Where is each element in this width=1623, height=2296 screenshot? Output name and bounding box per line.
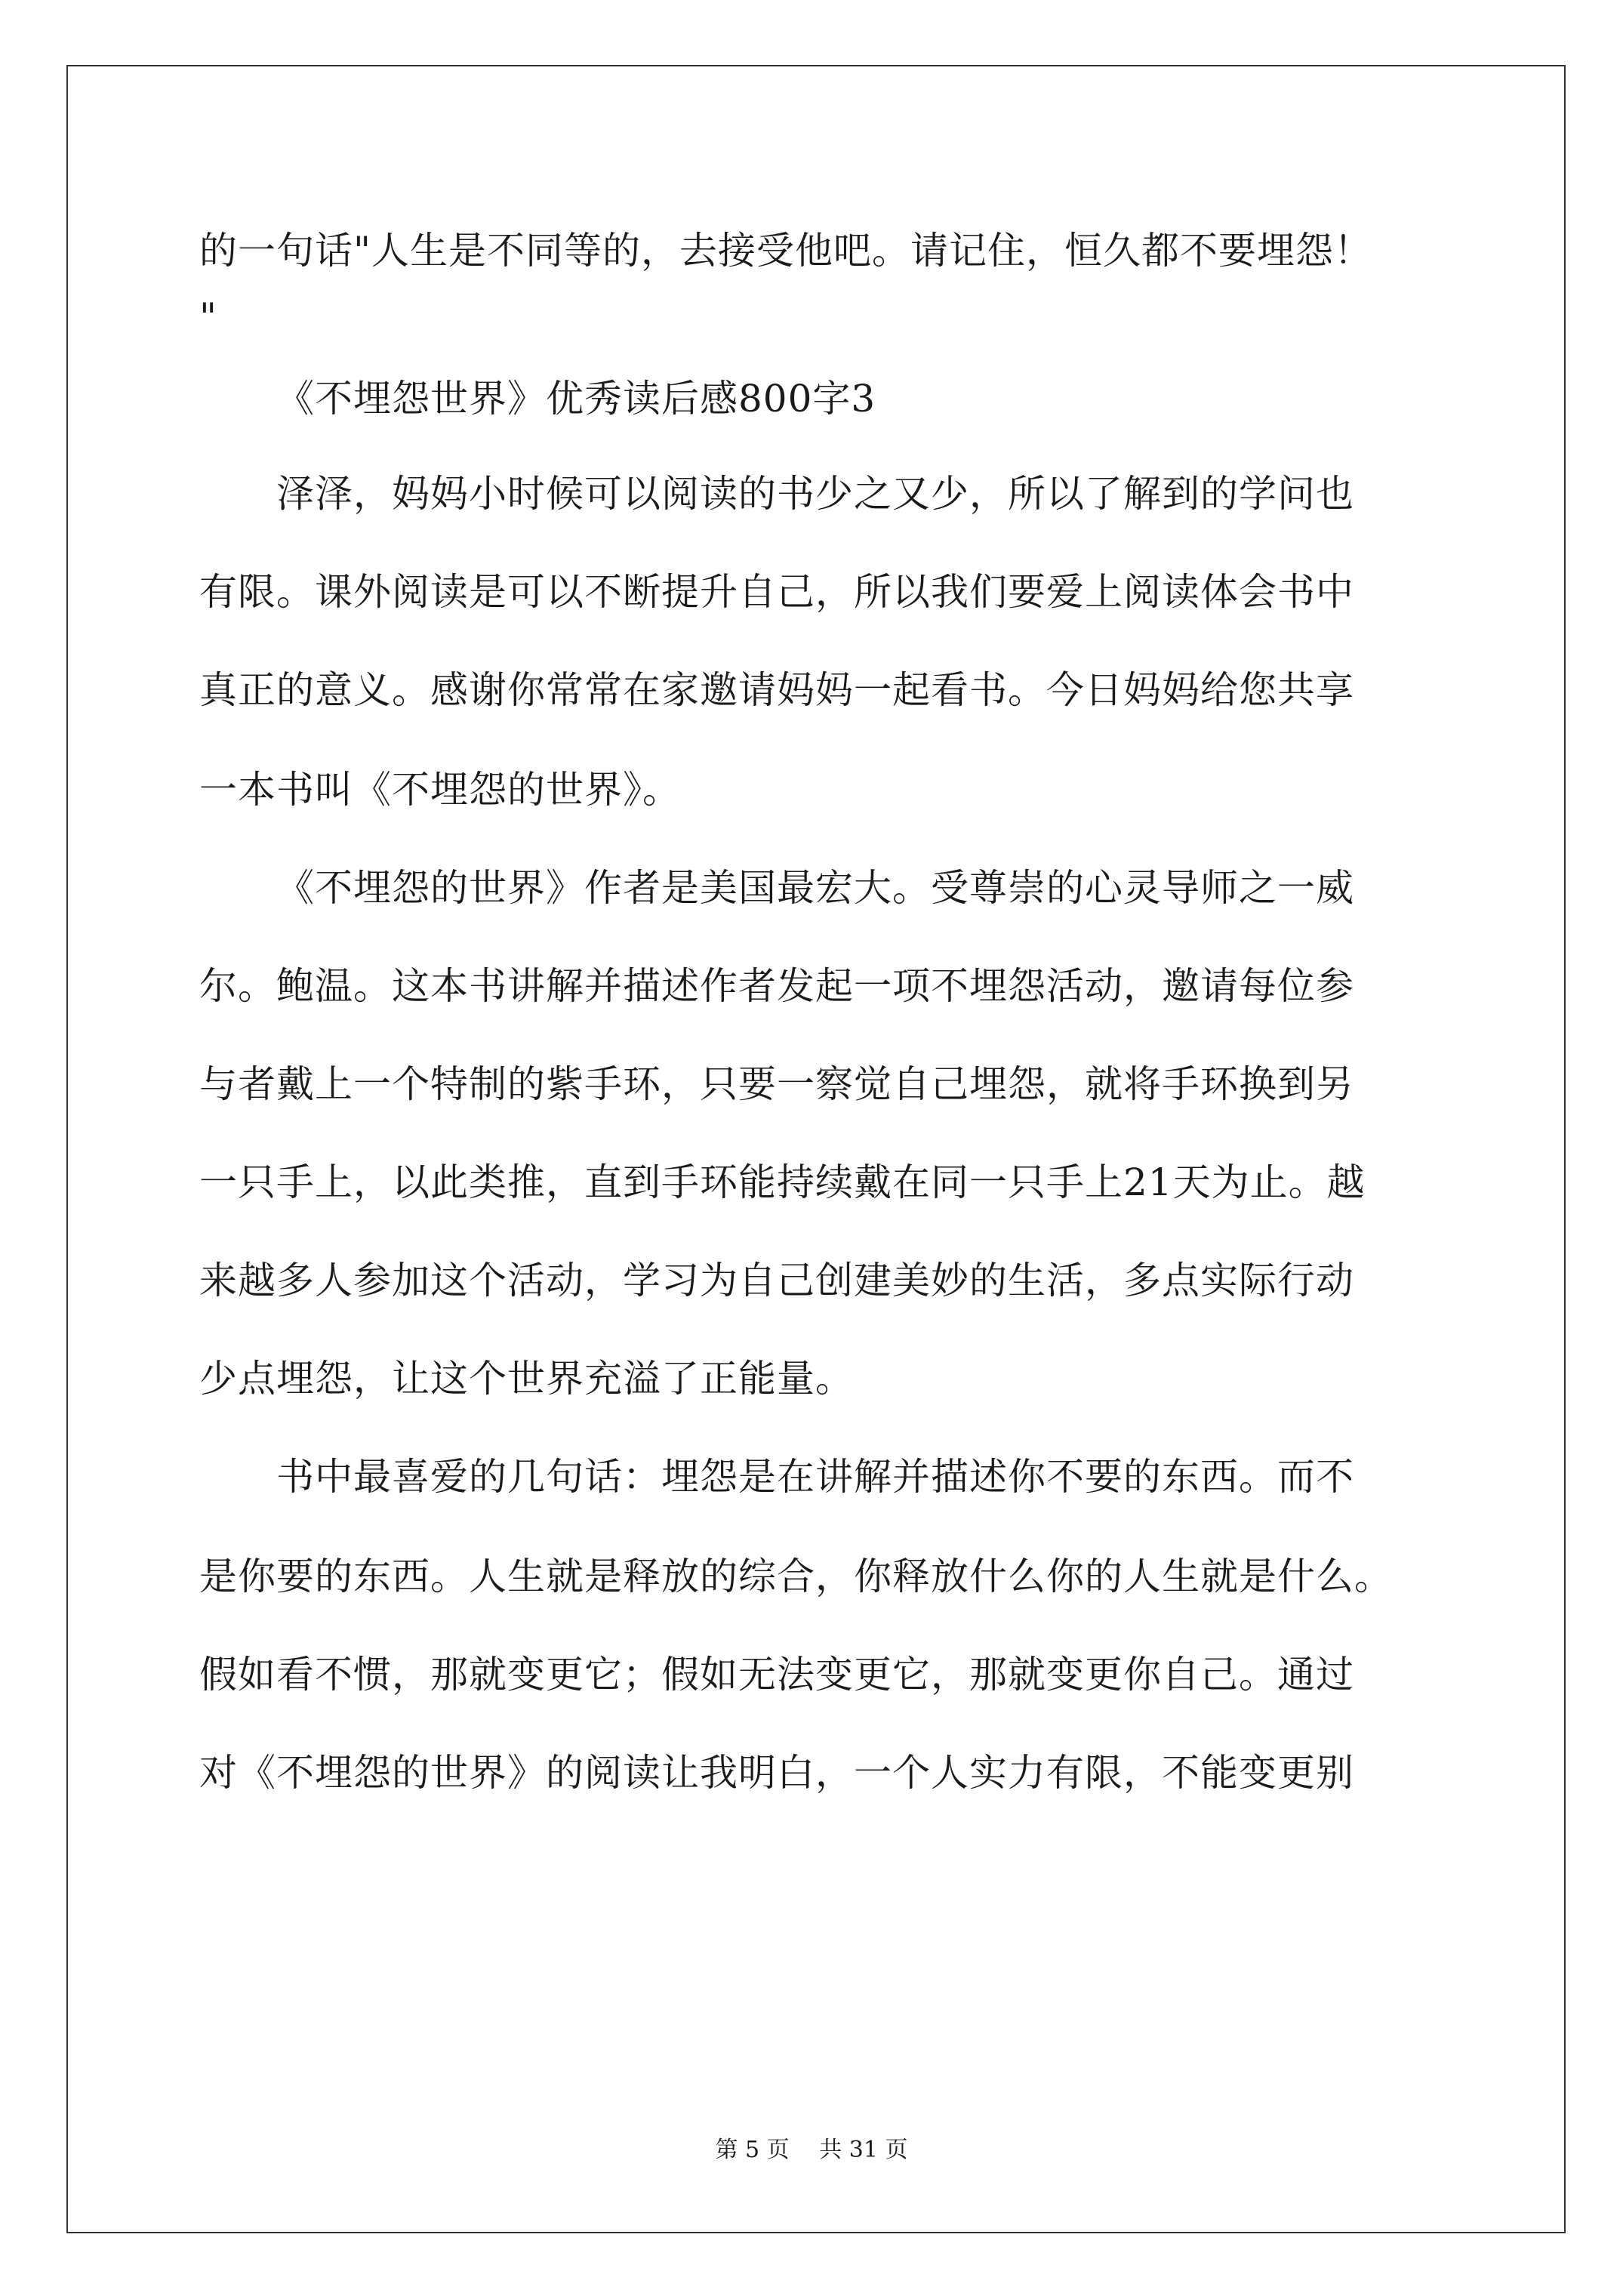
text-line: " <box>199 295 217 339</box>
paragraph-start: 泽泽，妈妈小时候可以阅读的书少之又少，所以了解到的学问也 <box>276 472 1354 516</box>
text-line: 是你要的东西。人生就是释放的综合，你释放什么你的人生就是什么。 <box>199 1555 1393 1598</box>
text-line: 一只手上，以此类推，直到手环能持续戴在同一只手上21天为止。越 <box>199 1160 1366 1204</box>
text-line: 来越多人参加这个活动，学习为自己创建美妙的生活，多点实际行动 <box>199 1259 1354 1302</box>
section-heading: 《不埋怨世界》优秀读后感800字3 <box>276 377 876 421</box>
text-line: 与者戴上一个特制的紫手环，只要一察觉自己埋怨，就将手环换到另 <box>199 1062 1354 1106</box>
text-line: 对《不埋怨的世界》的阅读让我明白，一个人实力有限，不能变更别 <box>199 1751 1354 1795</box>
text-line: 有限。课外阅读是可以不断提升自己，所以我们要爱上阅读体会书中 <box>199 570 1354 614</box>
text-line: 真正的意义。感谢你常常在家邀请妈妈一起看书。今日妈妈给您共享 <box>199 668 1354 712</box>
text-line: 少点埋怨，让这个世界充溢了正能量。 <box>199 1357 854 1401</box>
text-line: 尔。鲍温。这本书讲解并描述作者发起一项不埋怨活动，邀请每位参 <box>199 964 1354 1008</box>
paragraph-start: 书中最喜爱的几句话：埋怨是在讲解并描述你不要的东西。而不 <box>276 1455 1354 1499</box>
paragraph-start: 《不埋怨的世界》作者是美国最宏大。受尊崇的心灵导师之一威 <box>276 866 1354 910</box>
text-line: 的一句话"人生是不同等的，去接受他吧。请记住，恒久都不要埋怨！ <box>199 229 1372 273</box>
text-line: 假如看不惯，那就变更它；假如无法变更它，那就变更你自己。通过 <box>199 1653 1354 1697</box>
text-line: 一本书叫《不埋怨的世界》。 <box>199 768 681 812</box>
page-number-footer: 第 5 页 共 31 页 <box>715 2137 908 2163</box>
